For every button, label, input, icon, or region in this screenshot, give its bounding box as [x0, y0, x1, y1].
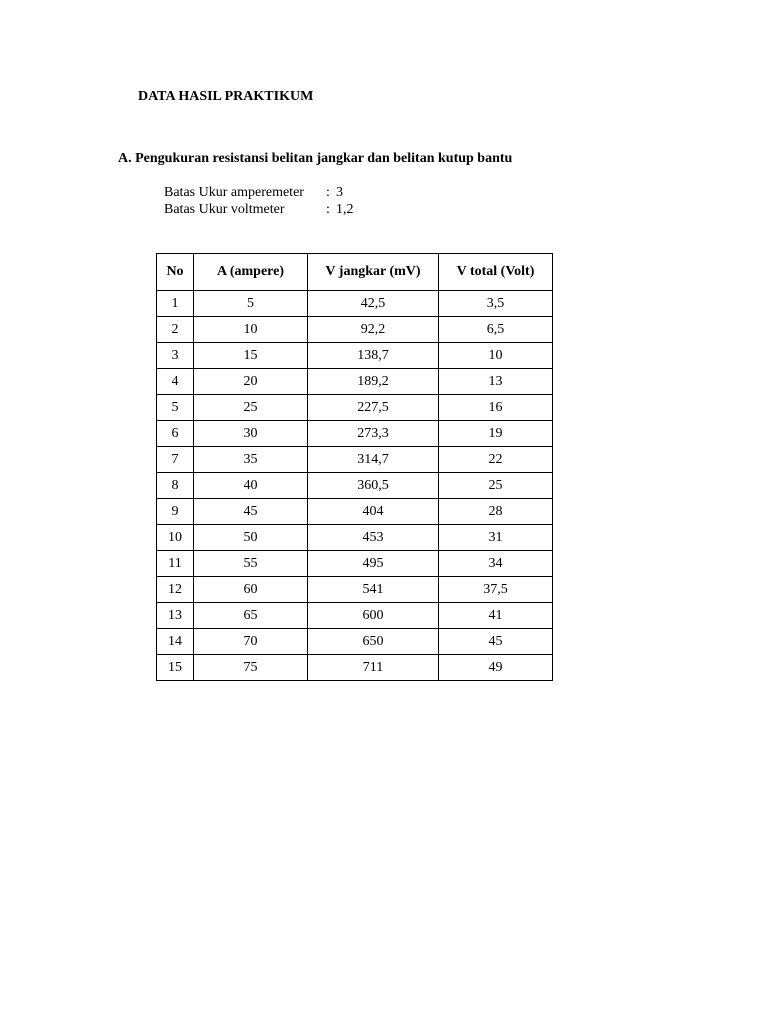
cell-ampere: 45	[194, 499, 308, 525]
cell-v-jangkar: 453	[308, 525, 439, 551]
cell-v-jangkar: 404	[308, 499, 439, 525]
cell-no: 7	[157, 447, 194, 473]
cell-v-jangkar: 92,2	[308, 317, 439, 343]
cell-v-jangkar: 541	[308, 577, 439, 603]
section-heading: A. Pengukuran resistansi belitan jangkar dan belitan kutup bantu	[118, 151, 513, 166]
meter-value: 3	[336, 185, 343, 200]
cell-v-jangkar: 600	[308, 603, 439, 629]
cell-no: 3	[157, 343, 194, 369]
cell-v-total: 13	[439, 369, 553, 395]
cell-no: 8	[157, 473, 194, 499]
meter-info	[164, 184, 354, 218]
cell-no: 1	[157, 291, 194, 317]
cell-v-total: 41	[439, 603, 553, 629]
meter-label: Batas Ukur voltmeter	[164, 202, 285, 217]
table-row	[157, 447, 553, 473]
cell-ampere: 35	[194, 447, 308, 473]
cell-no: 10	[157, 525, 194, 551]
cell-ampere: 15	[194, 343, 308, 369]
meter-separator: :	[326, 185, 330, 200]
cell-ampere: 5	[194, 291, 308, 317]
cell-v-total: 16	[439, 395, 553, 421]
table-row	[157, 343, 553, 369]
table-row	[157, 603, 553, 629]
header-no: No	[157, 254, 194, 291]
table-row	[157, 395, 553, 421]
cell-v-jangkar: 273,3	[308, 421, 439, 447]
meter-value: 1,2	[336, 202, 354, 217]
cell-ampere: 75	[194, 655, 308, 681]
table-row	[157, 629, 553, 655]
meter-row-voltmeter	[164, 201, 354, 218]
cell-v-total: 31	[439, 525, 553, 551]
cell-v-jangkar: 711	[308, 655, 439, 681]
cell-ampere: 65	[194, 603, 308, 629]
cell-v-total: 49	[439, 655, 553, 681]
table-body	[157, 291, 553, 681]
header-v-jangkar: V jangkar (mV)	[308, 254, 439, 291]
cell-v-total: 28	[439, 499, 553, 525]
cell-v-total: 19	[439, 421, 553, 447]
cell-v-total: 45	[439, 629, 553, 655]
cell-v-total: 3,5	[439, 291, 553, 317]
cell-no: 4	[157, 369, 194, 395]
cell-no: 5	[157, 395, 194, 421]
table-row	[157, 421, 553, 447]
cell-ampere: 60	[194, 577, 308, 603]
header-v-total: V total (Volt)	[439, 254, 553, 291]
measurement-table	[156, 253, 553, 681]
table-row	[157, 577, 553, 603]
cell-v-jangkar: 360,5	[308, 473, 439, 499]
cell-v-jangkar: 314,7	[308, 447, 439, 473]
cell-ampere: 30	[194, 421, 308, 447]
cell-ampere: 70	[194, 629, 308, 655]
cell-no: 14	[157, 629, 194, 655]
cell-ampere: 50	[194, 525, 308, 551]
cell-no: 11	[157, 551, 194, 577]
table-row	[157, 317, 553, 343]
table-row	[157, 551, 553, 577]
page-title: DATA HASIL PRAKTIKUM	[138, 89, 314, 104]
cell-no: 12	[157, 577, 194, 603]
cell-v-total: 37,5	[439, 577, 553, 603]
cell-ampere: 10	[194, 317, 308, 343]
cell-ampere: 20	[194, 369, 308, 395]
cell-v-jangkar: 227,5	[308, 395, 439, 421]
table-row	[157, 499, 553, 525]
cell-v-jangkar: 138,7	[308, 343, 439, 369]
cell-ampere: 25	[194, 395, 308, 421]
table-row	[157, 655, 553, 681]
cell-no: 13	[157, 603, 194, 629]
table-row	[157, 473, 553, 499]
table-row	[157, 369, 553, 395]
cell-v-jangkar: 189,2	[308, 369, 439, 395]
cell-no: 9	[157, 499, 194, 525]
cell-no: 6	[157, 421, 194, 447]
table-header-row	[157, 254, 553, 291]
meter-label: Batas Ukur amperemeter	[164, 185, 304, 200]
cell-v-total: 22	[439, 447, 553, 473]
header-ampere: A (ampere)	[194, 254, 308, 291]
cell-v-total: 34	[439, 551, 553, 577]
cell-ampere: 40	[194, 473, 308, 499]
cell-v-total: 6,5	[439, 317, 553, 343]
cell-v-jangkar: 650	[308, 629, 439, 655]
cell-v-total: 25	[439, 473, 553, 499]
cell-ampere: 55	[194, 551, 308, 577]
meter-separator: :	[326, 202, 330, 217]
meter-row-amperemeter	[164, 184, 354, 201]
table-row	[157, 525, 553, 551]
cell-v-jangkar: 42,5	[308, 291, 439, 317]
cell-no: 2	[157, 317, 194, 343]
cell-no: 15	[157, 655, 194, 681]
cell-v-jangkar: 495	[308, 551, 439, 577]
cell-v-total: 10	[439, 343, 553, 369]
table-row	[157, 291, 553, 317]
